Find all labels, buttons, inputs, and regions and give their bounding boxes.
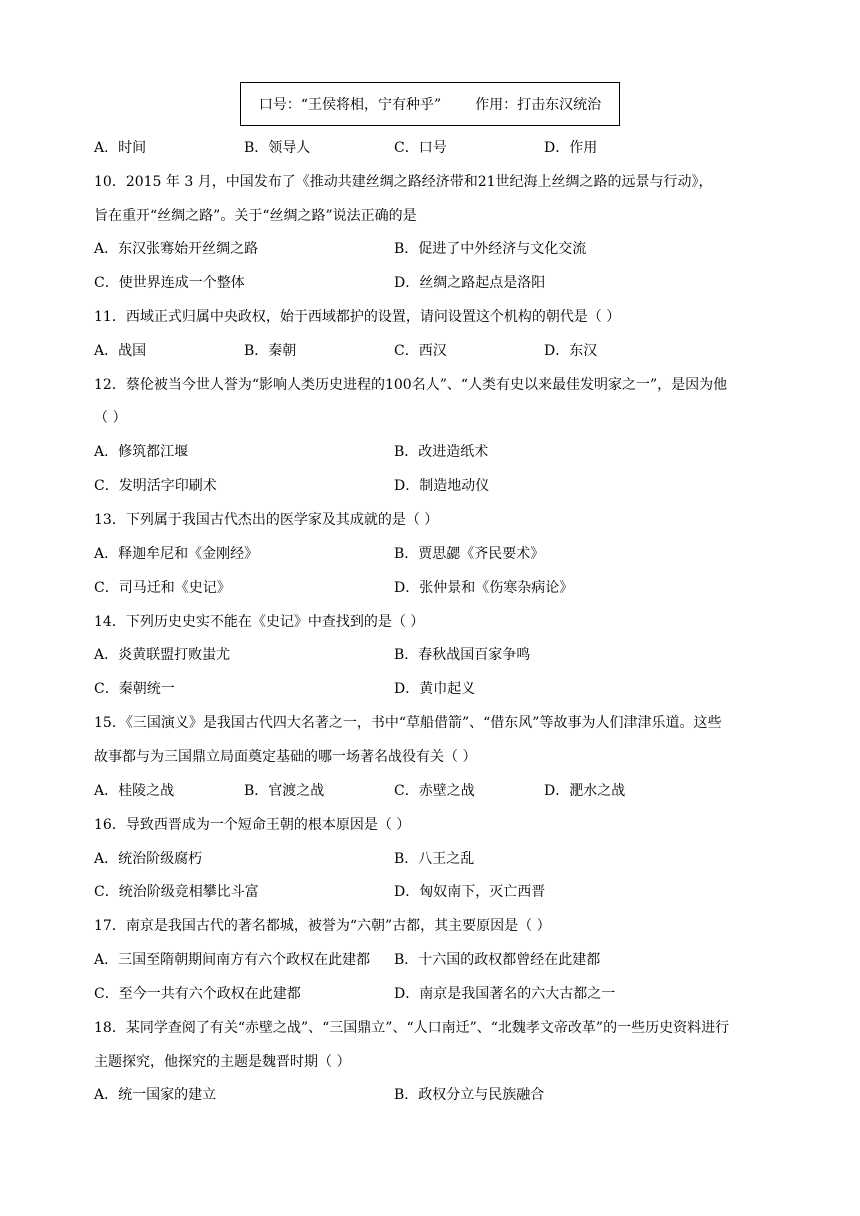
q14-option-c: C．秦朝统一 bbox=[94, 681, 175, 697]
q11-option-d: D．东汉 bbox=[544, 343, 598, 359]
q14-option-b: B．春秋战国百家争鸣 bbox=[394, 647, 531, 663]
q12-stem-line2: （ ） bbox=[94, 410, 127, 426]
q9-option-a: A．时间 bbox=[94, 140, 147, 156]
q14-option-d: D．黄巾起义 bbox=[394, 681, 476, 697]
slogan-box bbox=[240, 82, 620, 126]
q17-option-d: D．南京是我国著名的六大古都之一 bbox=[394, 986, 616, 1002]
q11-option-a: A．战国 bbox=[94, 343, 147, 359]
q15-stem-line1: 15．《三国演义》是我国古代四大名著之一，书中“草船借箭”、“借东风”等故事为人们津津乐道。这些 bbox=[94, 715, 722, 731]
q18-stem-line1: 18．某同学查阅了有关“赤壁之战”、“三国鼎立”、“人口南迁”、“北魏孝文帝改革”的一些历史资料进行 bbox=[94, 1020, 730, 1036]
q12-option-a: A．修筑都江堰 bbox=[94, 444, 189, 460]
q15-option-c: C．赤壁之战 bbox=[394, 783, 475, 799]
q16-option-a: A．统治阶级腐朽 bbox=[94, 851, 203, 867]
q12-stem-line1: 12．蔡伦被当今世人誉为“影响人类历史进程的100名人”、“人类有史以来最佳发明家之一”，是因为他 bbox=[94, 377, 728, 393]
q12-option-c: C．发明活字印刷术 bbox=[94, 478, 217, 494]
q10-option-d: D．丝绸之路起点是洛阳 bbox=[394, 275, 546, 291]
q9-option-c: C．口号 bbox=[394, 140, 447, 156]
q11-stem: 11．西域正式归属中央政权，始于西域都护的设置，请问设置这个机构的朝代是（ ） bbox=[94, 309, 621, 325]
q16-option-c: C．统治阶级竞相攀比斗富 bbox=[94, 884, 259, 900]
q13-option-a: A．释迦牟尼和《金刚经》 bbox=[94, 546, 259, 562]
q15-option-a: A．桂陵之战 bbox=[94, 783, 175, 799]
q10-option-c: C．使世界连成一个整体 bbox=[94, 275, 245, 291]
q17-option-c: C．至今一共有六个政权在此建都 bbox=[94, 986, 301, 1002]
q12-option-b: B．改进造纸术 bbox=[394, 444, 489, 460]
q16-stem: 16．导致西晋成为一个短命王朝的根本原因是（ ） bbox=[94, 817, 411, 833]
q11-option-c: C．西汉 bbox=[394, 343, 447, 359]
slogan-text: 口号：“王侯将相，宁有种乎” bbox=[258, 97, 442, 113]
q17-option-b: B．十六国的政权都曾经在此建都 bbox=[394, 952, 601, 968]
q12-option-d: D．制造地动仪 bbox=[394, 478, 490, 494]
q10-option-b: B．促进了中外经济与文化交流 bbox=[394, 241, 587, 257]
q10-stem-line1: 10．2015 年 3 月，中国发布了《推动共建丝绸之路经济带和21世纪海上丝绸之路的远景与行动》， bbox=[94, 174, 713, 190]
q16-option-d: D．匈奴南下，灭亡西晋 bbox=[394, 884, 546, 900]
q15-option-b: B．官渡之战 bbox=[244, 783, 325, 799]
effect-text: 作用：打击东汉统治 bbox=[475, 97, 602, 113]
q18-stem-line2: 主题探究，他探究的主题是魏晋时期（ ） bbox=[94, 1054, 351, 1070]
q17-stem: 17．南京是我国古代的著名都城，被誉为“六朝”古都，其主要原因是（ ） bbox=[94, 918, 551, 934]
q10-option-a: A．东汉张骞始开丝绸之路 bbox=[94, 241, 259, 257]
q13-option-c: C．司马迁和《史记》 bbox=[94, 580, 231, 596]
q18-option-b: B．政权分立与民族融合 bbox=[394, 1087, 545, 1103]
q13-option-b: B．贾思勰《齐民要术》 bbox=[394, 546, 545, 562]
q16-option-b: B．八王之乱 bbox=[394, 851, 475, 867]
q13-option-d: D．张仲景和《伤寒杂病论》 bbox=[394, 580, 574, 596]
q13-stem: 13．下列属于我国古代杰出的医学家及其成就的是（ ） bbox=[94, 512, 439, 528]
q15-stem-line2: 故事都与为三国鼎立局面奠定基础的哪一场著名战役有关（ ） bbox=[94, 749, 477, 765]
q18-option-a: A．统一国家的建立 bbox=[94, 1087, 217, 1103]
q17-option-a: A．三国至隋朝期间南方有六个政权在此建都 bbox=[94, 952, 371, 968]
q15-option-d: D．淝水之战 bbox=[544, 783, 626, 799]
q14-stem: 14．下列历史史实不能在《史记》中查找到的是（ ） bbox=[94, 614, 425, 630]
q9-option-b: B．领导人 bbox=[244, 140, 311, 156]
q11-option-b: B．秦朝 bbox=[244, 343, 297, 359]
q9-option-d: D．作用 bbox=[544, 140, 598, 156]
q14-option-a: A．炎黄联盟打败蚩尤 bbox=[94, 647, 231, 663]
q10-stem-line2: 旨在重开“丝绸之路”。关于“丝绸之路”说法正确的是 bbox=[94, 208, 417, 224]
